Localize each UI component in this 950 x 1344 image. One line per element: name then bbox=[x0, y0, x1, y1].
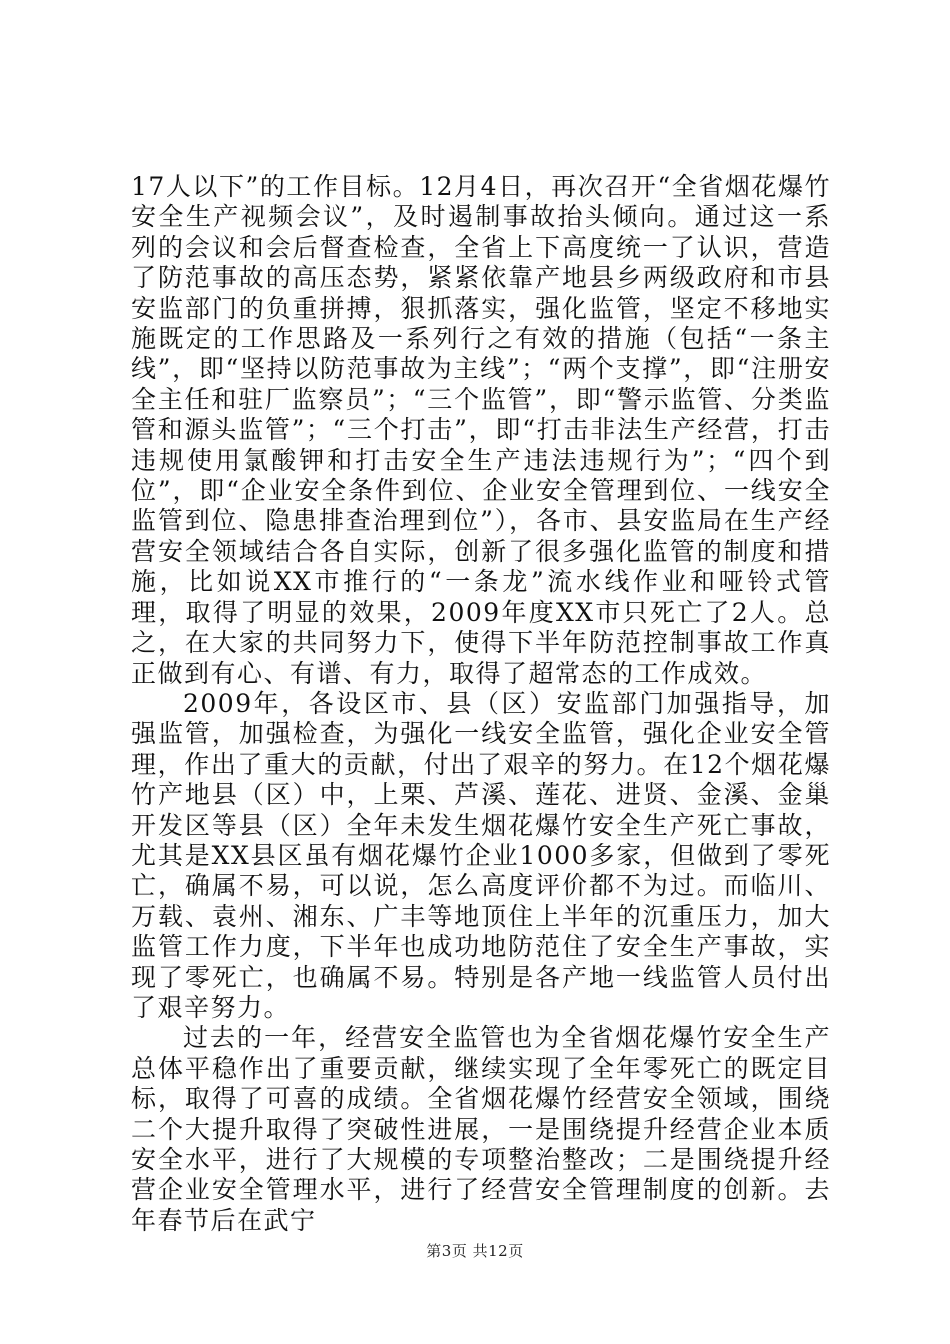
document-body bbox=[131, 172, 831, 1236]
page-number-footer: 第3页 共12页 bbox=[426, 1242, 524, 1260]
paragraph-2009-review: 2009年，各设区市、县（区）安监部门加强指导，加强监管，加强检查，为强化一线安全监管，强化企业安全管理，作出了重大的贡献，付出了艰辛的努力。在12个烟花爆竹产地县（区）中，上栗、芦溪、莲花、进贤、金溪、金巢开发区等县（区）全年未发生烟花爆竹安全生产死亡事故，尤其是XX县区虽有烟花爆竹企业1000多家，但做到了零死亡，确属不易，可以说，怎么高度评价都不为过。而临川、万载、袁州、湘东、广丰等地顶住上半年的沉重压力，加大监管工作力度，下半年也成功地防范住了安全生产事故，实现了零死亡，也确属不易。特别是各产地一线监管人员付出了艰辛努力。 bbox=[131, 688, 831, 1022]
paragraph-continued: 17人以下”的工作目标。12月4日，再次召开“全省烟花爆竹安全生产视频会议”，及时遏制事故抬头倾向。通过这一系列的会议和会后督查检查，全省上下高度统一了认识，营造了防范事故的高压态势，紧紧依靠产地县乡两级政府和市县安监部门的负重拼搏，狠抓落实，强化监管，坚定不移地实施既定的工作思路及一系列行之有效的措施（包括“一条主线”，即“坚持以防范事故为主线”；“两个支撑”，即“注册安全主任和驻厂监察员”；“三个监管”，即“警示监管、分类监管和源头监管”；“三个打击”，即“打击非法生产经营，打击违规使用氯酸钾和打击安全生产违法违规行为”；“四个到位”，即“企业安全条件到位、企业安全管理到位、一线安全监管到位、隐患排查治理到位”），各市、县安监局在生产经营安全领域结合各自实际，创新了很多强化监管的制度和措施，比如说XX市推行的“一条龙”流水线作业和哑铃式管理，取得了明显的效果，2009年度XX市只死亡了2人。总之，在大家的共同努力下，使得下半年防范控制事故工作真正做到有心、有谱、有力，取得了超常态的工作成效。 bbox=[131, 172, 831, 688]
paragraph-business-safety: 过去的一年，经营安全监管也为全省烟花爆竹安全生产总体平稳作出了重要贡献，继续实现了全年零死亡的既定目标，取得了可喜的成绩。全省烟花爆竹经营安全领域，围绕二个大提升取得了突破性进展，一是围绕提升经营企业本质安全水平，进行了大规模的专项整治整改；二是围绕提升经营企业安全管理水平，进行了经营安全管理制度的创新。去年春节后在武宁 bbox=[131, 1023, 831, 1235]
